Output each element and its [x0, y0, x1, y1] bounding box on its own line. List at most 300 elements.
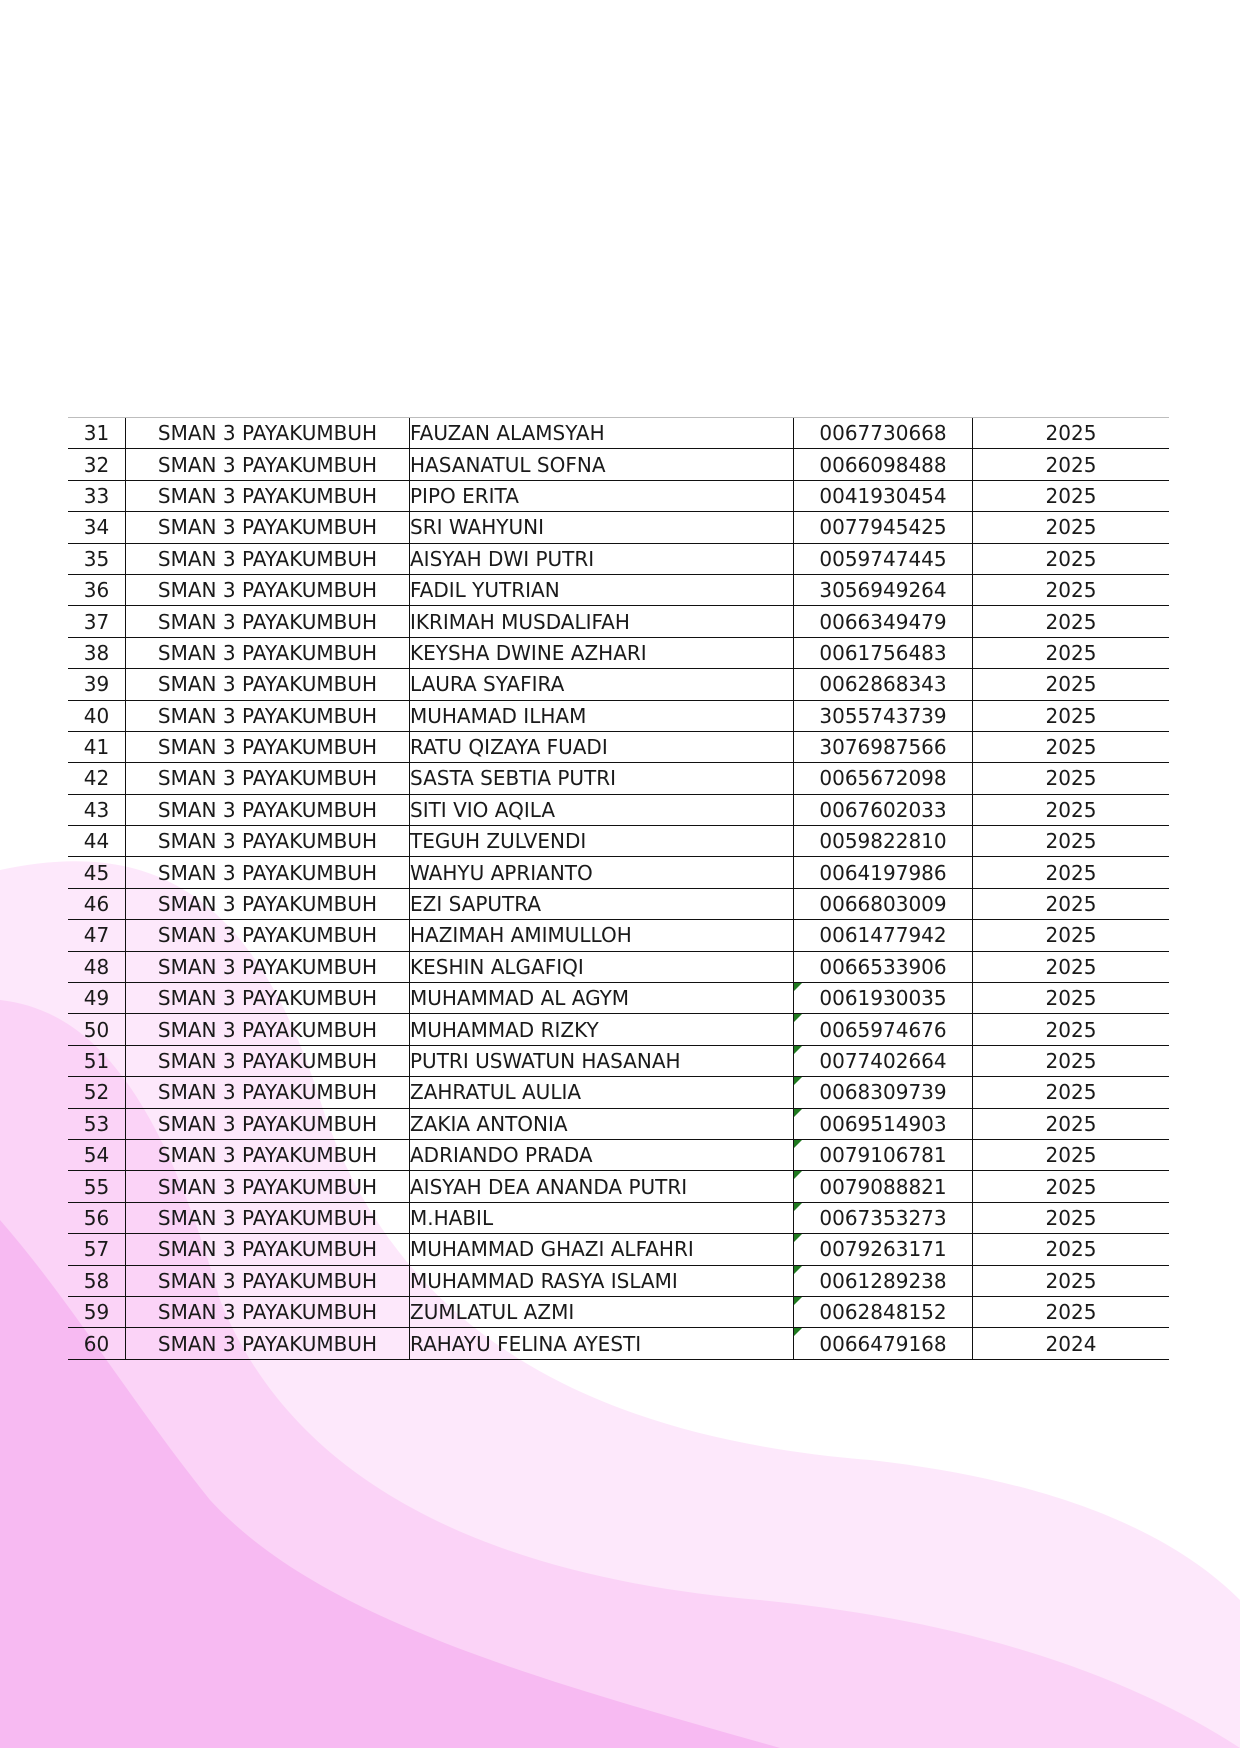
student-name: HASANATUL SOFNA — [410, 452, 606, 477]
student-nisn-cell — [794, 1045, 973, 1076]
error-flag-icon — [794, 1077, 802, 1085]
school-name-cell — [126, 794, 410, 825]
school-name-cell — [126, 574, 410, 605]
student-name: ZUMLATUL AZMI — [410, 1300, 575, 1325]
graduation-year: 2025 — [1045, 1111, 1097, 1136]
student-name-cell — [410, 763, 794, 794]
school-name-cell — [126, 449, 410, 480]
error-flag-icon — [794, 1014, 802, 1022]
graduation-year: 2025 — [1045, 452, 1097, 477]
student-nisn-cell — [794, 1202, 973, 1233]
student-nisn-cell — [794, 1139, 973, 1170]
table-row — [68, 1265, 1169, 1296]
student-nisn-cell — [794, 951, 973, 982]
student-name: LAURA SYAFIRA — [410, 672, 565, 697]
row-number-cell — [68, 574, 126, 605]
student-nisn: 3076987566 — [819, 735, 947, 760]
graduation-year: 2025 — [1045, 578, 1097, 603]
row-number: 38 — [83, 640, 110, 665]
graduation-year-cell — [973, 888, 1170, 919]
school-name: SMAN 3 PAYAKUMBUH — [157, 483, 378, 508]
row-number: 55 — [83, 1174, 110, 1199]
student-nisn-cell — [794, 700, 973, 731]
row-number-cell — [68, 920, 126, 951]
student-table — [68, 417, 1169, 1360]
school-name: SMAN 3 PAYAKUMBUH — [157, 609, 378, 634]
student-nisn: 0066479168 — [819, 1331, 947, 1356]
row-number: 34 — [83, 515, 110, 540]
graduation-year-cell — [973, 669, 1170, 700]
school-name: SMAN 3 PAYAKUMBUH — [157, 703, 378, 728]
graduation-year-cell — [973, 480, 1170, 511]
table-row — [68, 763, 1169, 794]
student-name: HAZIMAH AMIMULLOH — [410, 923, 632, 948]
graduation-year: 2025 — [1045, 672, 1097, 697]
student-name-cell — [410, 983, 794, 1014]
table-row — [68, 1108, 1169, 1139]
student-table-body — [68, 418, 1169, 1360]
row-number-cell — [68, 449, 126, 480]
row-number: 56 — [83, 1205, 110, 1230]
student-nisn-cell — [794, 857, 973, 888]
graduation-year: 2025 — [1045, 1205, 1097, 1230]
row-number: 36 — [83, 578, 110, 603]
row-number: 40 — [83, 703, 110, 728]
error-flag-icon — [794, 1234, 802, 1242]
row-number: 39 — [83, 672, 110, 697]
graduation-year: 2025 — [1045, 609, 1097, 634]
student-name: SITI VIO AQILA — [410, 797, 555, 822]
school-name: SMAN 3 PAYAKUMBUH — [157, 1049, 378, 1073]
error-flag-icon — [794, 1266, 802, 1274]
graduation-year: 2025 — [1045, 986, 1097, 1011]
student-name-cell — [410, 1014, 794, 1045]
row-number-cell — [68, 1234, 126, 1265]
error-flag-icon — [794, 1203, 802, 1211]
school-name-cell — [126, 1202, 410, 1233]
row-number: 41 — [83, 735, 110, 760]
table-row — [68, 637, 1169, 668]
student-nisn: 0061289238 — [819, 1268, 947, 1293]
error-flag-icon — [794, 983, 802, 991]
student-nisn: 0079263171 — [819, 1237, 947, 1262]
school-name-cell — [126, 983, 410, 1014]
student-nisn: 0079088821 — [819, 1174, 947, 1199]
school-name: SMAN 3 PAYAKUMBUH — [157, 1111, 378, 1136]
student-name: FADIL YUTRIAN — [410, 578, 560, 603]
student-nisn: 0066349479 — [819, 609, 947, 634]
school-name-cell — [126, 700, 410, 731]
graduation-year: 2025 — [1045, 797, 1097, 822]
school-name: SMAN 3 PAYAKUMBUH — [157, 1143, 378, 1168]
student-name-cell — [410, 669, 794, 700]
student-nisn-cell — [794, 543, 973, 574]
student-name-cell — [410, 1234, 794, 1265]
student-nisn-cell — [794, 1077, 973, 1108]
student-name-cell — [410, 731, 794, 762]
student-nisn: 0066533906 — [819, 954, 947, 979]
student-nisn-cell — [794, 1108, 973, 1139]
school-name: SMAN 3 PAYAKUMBUH — [157, 1080, 378, 1105]
table-row — [68, 1234, 1169, 1265]
error-flag-icon — [794, 1171, 802, 1179]
graduation-year: 2025 — [1045, 546, 1097, 571]
student-name-cell — [410, 1045, 794, 1076]
student-name: MUHAMMAD RIZKY — [410, 1017, 599, 1042]
error-flag-icon — [794, 1328, 802, 1336]
table-row — [68, 1139, 1169, 1170]
student-nisn-cell — [794, 1296, 973, 1327]
student-nisn-cell — [794, 669, 973, 700]
table-row — [68, 1014, 1169, 1045]
student-name: KESHIN ALGAFIQI — [410, 954, 584, 979]
row-number-cell — [68, 1108, 126, 1139]
school-name-cell — [126, 1045, 410, 1076]
graduation-year-cell — [973, 1202, 1170, 1233]
student-name-cell — [410, 1202, 794, 1233]
table-row — [68, 951, 1169, 982]
school-name-cell — [126, 512, 410, 543]
graduation-year-cell — [973, 512, 1170, 543]
school-name-cell — [126, 1077, 410, 1108]
row-number-cell — [68, 763, 126, 794]
student-nisn-cell — [794, 826, 973, 857]
table-row — [68, 512, 1169, 543]
graduation-year-cell — [973, 1077, 1170, 1108]
student-name-cell — [410, 480, 794, 511]
student-name-cell — [410, 1171, 794, 1202]
student-name: MUHAMAD ILHAM — [410, 703, 587, 728]
school-name-cell — [126, 1328, 410, 1359]
school-name-cell — [126, 418, 410, 449]
school-name-cell — [126, 480, 410, 511]
student-nisn-cell — [794, 1265, 973, 1296]
row-number: 42 — [83, 766, 110, 791]
student-nisn: 0066803009 — [819, 892, 947, 917]
row-number: 32 — [83, 452, 110, 477]
table-row — [68, 920, 1169, 951]
student-nisn-cell — [794, 480, 973, 511]
school-name-cell — [126, 669, 410, 700]
school-name-cell — [126, 1108, 410, 1139]
student-nisn: 0077945425 — [819, 515, 947, 540]
student-nisn-cell — [794, 512, 973, 543]
table-row — [68, 574, 1169, 605]
student-nisn: 0069514903 — [819, 1111, 947, 1136]
graduation-year: 2025 — [1045, 1300, 1097, 1325]
graduation-year: 2025 — [1045, 515, 1097, 540]
table-row — [68, 1328, 1169, 1359]
table-row — [68, 543, 1169, 574]
graduation-year: 2025 — [1045, 860, 1097, 885]
student-name-cell — [410, 574, 794, 605]
student-name: AISYAH DEA ANANDA PUTRI — [410, 1174, 688, 1199]
student-name-cell — [410, 512, 794, 543]
table-row — [68, 1045, 1169, 1076]
student-name-cell — [410, 794, 794, 825]
graduation-year: 2025 — [1045, 1143, 1097, 1168]
row-number: 45 — [83, 860, 110, 885]
student-name: MUHAMMAD AL AGYM — [410, 986, 630, 1011]
table-row — [68, 826, 1169, 857]
student-nisn-cell — [794, 418, 973, 449]
table-row — [68, 606, 1169, 637]
student-nisn-cell — [794, 794, 973, 825]
student-nisn: 0062848152 — [819, 1300, 947, 1325]
graduation-year-cell — [973, 1296, 1170, 1327]
student-name: SASTA SEBTIA PUTRI — [410, 766, 617, 791]
school-name: SMAN 3 PAYAKUMBUH — [157, 546, 378, 571]
student-name-cell — [410, 1296, 794, 1327]
student-nisn-cell — [794, 637, 973, 668]
student-name-cell — [410, 857, 794, 888]
school-name-cell — [126, 731, 410, 762]
graduation-year: 2025 — [1045, 1268, 1097, 1293]
school-name-cell — [126, 543, 410, 574]
school-name: SMAN 3 PAYAKUMBUH — [157, 1174, 378, 1199]
student-name: ADRIANDO PRADA — [410, 1143, 593, 1168]
graduation-year: 2025 — [1045, 923, 1097, 948]
graduation-year-cell — [973, 1014, 1170, 1045]
student-nisn: 0066098488 — [819, 452, 947, 477]
row-number: 49 — [83, 986, 110, 1011]
graduation-year-cell — [973, 543, 1170, 574]
student-name: WAHYU APRIANTO — [410, 860, 593, 885]
table-row — [68, 794, 1169, 825]
student-name-cell — [410, 1108, 794, 1139]
table-row — [68, 983, 1169, 1014]
student-nisn: 0068309739 — [819, 1080, 947, 1105]
student-nisn: 0061930035 — [819, 986, 947, 1011]
student-name-cell — [410, 418, 794, 449]
graduation-year-cell — [973, 763, 1170, 794]
table-row — [68, 480, 1169, 511]
graduation-year-cell — [973, 857, 1170, 888]
graduation-year-cell — [973, 606, 1170, 637]
student-nisn-cell — [794, 983, 973, 1014]
student-nisn-cell — [794, 888, 973, 919]
row-number-cell — [68, 1265, 126, 1296]
school-name: SMAN 3 PAYAKUMBUH — [157, 923, 378, 948]
row-number-cell — [68, 1139, 126, 1170]
graduation-year: 2025 — [1045, 483, 1097, 508]
school-name-cell — [126, 1265, 410, 1296]
graduation-year-cell — [973, 794, 1170, 825]
school-name: SMAN 3 PAYAKUMBUH — [157, 640, 378, 665]
table-row — [68, 1171, 1169, 1202]
row-number-cell — [68, 983, 126, 1014]
graduation-year: 2025 — [1045, 954, 1097, 979]
row-number-cell — [68, 543, 126, 574]
school-name: SMAN 3 PAYAKUMBUH — [157, 766, 378, 791]
student-nisn-cell — [794, 1014, 973, 1045]
row-number: 51 — [83, 1049, 110, 1073]
student-name: MUHAMMAD RASYA ISLAMI — [410, 1268, 678, 1293]
student-name: EZI SAPUTRA — [410, 892, 542, 917]
school-name: SMAN 3 PAYAKUMBUH — [157, 421, 378, 446]
table-row — [68, 1077, 1169, 1108]
table-row — [68, 418, 1169, 449]
school-name: SMAN 3 PAYAKUMBUH — [157, 986, 378, 1011]
row-number: 46 — [83, 892, 110, 917]
graduation-year: 2025 — [1045, 892, 1097, 917]
student-nisn: 0062868343 — [819, 672, 947, 697]
row-number: 59 — [83, 1300, 110, 1325]
student-name: SRI WAHYUNI — [410, 515, 544, 540]
student-name: PUTRI USWATUN HASANAH — [410, 1049, 681, 1073]
school-name: SMAN 3 PAYAKUMBUH — [157, 452, 378, 477]
school-name-cell — [126, 1139, 410, 1170]
student-nisn: 0065672098 — [819, 766, 947, 791]
student-name-cell — [410, 1265, 794, 1296]
graduation-year-cell — [973, 1171, 1170, 1202]
graduation-year: 2025 — [1045, 1017, 1097, 1042]
row-number-cell — [68, 637, 126, 668]
table-row — [68, 857, 1169, 888]
student-name-cell — [410, 951, 794, 982]
row-number: 43 — [83, 797, 110, 822]
graduation-year-cell — [973, 1234, 1170, 1265]
school-name: SMAN 3 PAYAKUMBUH — [157, 515, 378, 540]
school-name-cell — [126, 1234, 410, 1265]
row-number: 33 — [83, 483, 110, 508]
row-number: 35 — [83, 546, 110, 571]
row-number: 50 — [83, 1017, 110, 1042]
school-name-cell — [126, 1014, 410, 1045]
school-name: SMAN 3 PAYAKUMBUH — [157, 1268, 378, 1293]
school-name-cell — [126, 763, 410, 794]
student-nisn: 0065974676 — [819, 1017, 947, 1042]
student-nisn: 0067730668 — [819, 421, 947, 446]
student-name-cell — [410, 543, 794, 574]
table-row — [68, 1202, 1169, 1233]
school-name-cell — [126, 637, 410, 668]
error-flag-icon — [794, 1140, 802, 1148]
school-name-cell — [126, 920, 410, 951]
school-name-cell — [126, 606, 410, 637]
row-number: 37 — [83, 609, 110, 634]
row-number: 52 — [83, 1080, 110, 1105]
table-row — [68, 669, 1169, 700]
row-number: 44 — [83, 829, 110, 854]
row-number-cell — [68, 1045, 126, 1076]
student-nisn: 0067353273 — [819, 1205, 947, 1230]
error-flag-icon — [794, 1109, 802, 1117]
row-number-cell — [68, 512, 126, 543]
student-nisn-cell — [794, 763, 973, 794]
table-row — [68, 888, 1169, 919]
student-name-cell — [410, 1139, 794, 1170]
student-name: M.HABIL — [410, 1205, 494, 1230]
graduation-year-cell — [973, 1108, 1170, 1139]
student-nisn: 0041930454 — [819, 483, 947, 508]
row-number-cell — [68, 794, 126, 825]
student-nisn-cell — [794, 1234, 973, 1265]
student-nisn: 0061477942 — [819, 923, 947, 948]
table-row — [68, 1296, 1169, 1327]
student-nisn: 3055743739 — [819, 703, 947, 728]
school-name: SMAN 3 PAYAKUMBUH — [157, 735, 378, 760]
graduation-year-cell — [973, 731, 1170, 762]
row-number-cell — [68, 1014, 126, 1045]
row-number: 57 — [83, 1237, 110, 1262]
school-name-cell — [126, 1296, 410, 1327]
student-name-cell — [410, 920, 794, 951]
error-flag-icon — [794, 1297, 802, 1305]
graduation-year: 2025 — [1045, 735, 1097, 760]
row-number: 60 — [83, 1331, 110, 1356]
row-number-cell — [68, 857, 126, 888]
student-nisn: 0064197986 — [819, 860, 947, 885]
student-name: AISYAH DWI PUTRI — [410, 546, 595, 571]
row-number: 31 — [83, 421, 110, 446]
student-nisn: 0077402664 — [819, 1049, 947, 1073]
row-number-cell — [68, 1077, 126, 1108]
graduation-year-cell — [973, 920, 1170, 951]
graduation-year-cell — [973, 418, 1170, 449]
graduation-year: 2025 — [1045, 703, 1097, 728]
graduation-year-cell — [973, 951, 1170, 982]
school-name-cell — [126, 826, 410, 857]
error-flag-icon — [794, 1046, 802, 1054]
graduation-year-cell — [973, 574, 1170, 605]
row-number-cell — [68, 826, 126, 857]
row-number-cell — [68, 1202, 126, 1233]
student-nisn-cell — [794, 731, 973, 762]
student-name: RAHAYU FELINA AYESTI — [410, 1331, 642, 1356]
graduation-year-cell — [973, 1265, 1170, 1296]
student-name-cell — [410, 826, 794, 857]
row-number-cell — [68, 1328, 126, 1359]
row-number-cell — [68, 888, 126, 919]
student-name-cell — [410, 606, 794, 637]
student-nisn: 0067602033 — [819, 797, 947, 822]
row-number-cell — [68, 731, 126, 762]
student-nisn-cell — [794, 606, 973, 637]
school-name: SMAN 3 PAYAKUMBUH — [157, 578, 378, 603]
table-row — [68, 700, 1169, 731]
school-name-cell — [126, 951, 410, 982]
graduation-year: 2025 — [1045, 829, 1097, 854]
row-number-cell — [68, 1296, 126, 1327]
school-name-cell — [126, 1171, 410, 1202]
school-name: SMAN 3 PAYAKUMBUH — [157, 1205, 378, 1230]
school-name: SMAN 3 PAYAKUMBUH — [157, 1237, 378, 1262]
school-name: SMAN 3 PAYAKUMBUH — [157, 672, 378, 697]
school-name: SMAN 3 PAYAKUMBUH — [157, 954, 378, 979]
graduation-year: 2025 — [1045, 766, 1097, 791]
graduation-year: 2025 — [1045, 1080, 1097, 1105]
table-row — [68, 449, 1169, 480]
graduation-year: 2025 — [1045, 640, 1097, 665]
student-name: TEGUH ZULVENDI — [410, 829, 587, 854]
graduation-year: 2024 — [1045, 1331, 1097, 1356]
student-name-cell — [410, 637, 794, 668]
school-name: SMAN 3 PAYAKUMBUH — [157, 797, 378, 822]
student-name-cell — [410, 1328, 794, 1359]
graduation-year: 2025 — [1045, 1174, 1097, 1199]
table-row — [68, 731, 1169, 762]
graduation-year-cell — [973, 637, 1170, 668]
student-nisn-cell — [794, 920, 973, 951]
row-number-cell — [68, 1171, 126, 1202]
graduation-year: 2025 — [1045, 1049, 1097, 1073]
school-name-cell — [126, 857, 410, 888]
graduation-year: 2025 — [1045, 1237, 1097, 1262]
graduation-year-cell — [973, 700, 1170, 731]
row-number: 53 — [83, 1111, 110, 1136]
row-number: 48 — [83, 954, 110, 979]
